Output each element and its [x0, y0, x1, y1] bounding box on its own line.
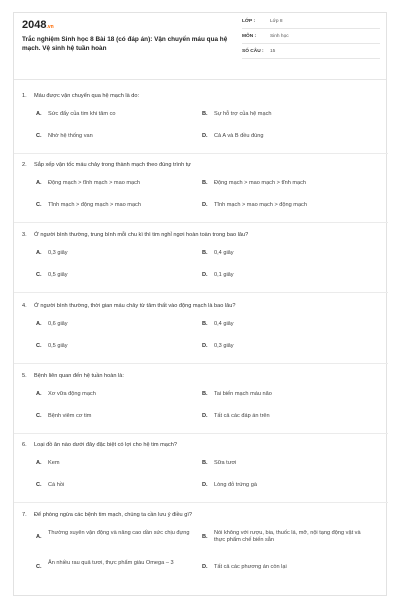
option-text: Sức đẩy của tim khi tâm co	[48, 111, 116, 117]
question-divider	[14, 363, 388, 364]
option-text: Xơ vữa động mạch	[48, 391, 96, 397]
option-row	[22, 558, 380, 588]
question-divider	[14, 153, 388, 154]
question-number: 6.	[22, 442, 27, 448]
question-2	[22, 160, 380, 224]
question-3	[22, 230, 380, 294]
question-stem	[22, 91, 380, 101]
option-text: Cá hồi	[48, 482, 65, 488]
question-stem	[22, 440, 380, 450]
option-letter: B.	[202, 250, 208, 256]
question-text: Ở người bình thường, trung bình mỗi chu kì thì tim nghỉ ngơi hoàn toàn trong bao lâu?	[34, 232, 249, 238]
option-letter: C.	[36, 343, 42, 349]
option-letter: A.	[36, 321, 42, 327]
option-letter: A.	[36, 391, 42, 397]
option-row	[22, 343, 380, 365]
document-page	[13, 12, 387, 596]
option-text: Thường xuyên vận động và nâng cao dần sức chịu đựng	[48, 530, 190, 536]
option-letter: B.	[202, 534, 208, 540]
option-row	[22, 460, 380, 482]
option-text: Sữa tươi	[214, 460, 237, 466]
option-row	[22, 482, 380, 504]
question-text: Sắp xếp vận tốc máu chảy trong thành mạch theo đúng trình tự	[34, 162, 192, 168]
option-letter: C.	[36, 482, 42, 488]
option-letter: B.	[202, 321, 208, 327]
option-letter: D.	[202, 133, 208, 139]
question-stem	[22, 510, 380, 520]
option-text: Động mạch > mao mạch > tĩnh mạch	[214, 180, 307, 186]
option-letter: D.	[202, 482, 208, 488]
site-logo[interactable]	[22, 19, 54, 31]
meta-key: LỚP :	[242, 19, 256, 24]
meta-value: Sinh học	[270, 34, 289, 39]
option-text: Nhờ hệ thống van	[48, 133, 93, 139]
question-number: 2.	[22, 162, 27, 168]
option-row	[22, 391, 380, 413]
logo-tld: .vn	[46, 24, 54, 30]
question-7	[22, 510, 380, 588]
question-5	[22, 371, 380, 435]
option-row	[22, 202, 380, 224]
page-title: Trắc nghiệm Sinh học 8 Bài 18 (có đáp án): Vận chuyển máu qua hệ mạch. Vệ sinh hệ tuần hoàn	[22, 36, 228, 52]
option-text: 0,5 giây	[48, 343, 68, 349]
option-text: 0,6 giây	[48, 321, 68, 327]
option-text: Cả A và B đều đúng	[214, 133, 264, 139]
question-stem	[22, 301, 380, 311]
option-letter: C.	[36, 133, 42, 139]
question-number: 7.	[22, 512, 27, 518]
option-letter: A.	[36, 180, 42, 186]
question-text: Loại đồ ăn nào dưới đây đặc biệt có lợi cho hệ tim mạch?	[34, 442, 177, 448]
option-letter: B.	[202, 111, 208, 117]
meta-key: MÔN :	[242, 34, 257, 39]
meta-value: Lớp 8	[270, 19, 283, 24]
option-text: Ăn nhiều rau quả tươi, thực phẩm giàu Omega – 3	[48, 560, 174, 566]
option-letter: A.	[36, 534, 42, 540]
option-letter: C.	[36, 272, 42, 278]
question-divider	[14, 222, 388, 223]
header-divider	[14, 79, 386, 80]
option-letter: C.	[36, 202, 42, 208]
question-stem	[22, 160, 380, 170]
option-row	[22, 111, 380, 133]
option-row	[22, 413, 380, 435]
question-stem	[22, 371, 380, 381]
logo-main: 2048	[22, 19, 47, 31]
question-1	[22, 91, 380, 155]
option-text: Tất cả các phương án còn lại	[214, 564, 287, 570]
option-letter: B.	[202, 180, 208, 186]
meta-value: 15	[270, 49, 276, 54]
option-text: 0,3 giây	[214, 343, 234, 349]
option-row	[22, 250, 380, 272]
option-text: Nói không với rượu, bia, thuốc lá, mỡ, nội tạng động vật và thực phẩm chế biến sẵn	[214, 530, 361, 543]
option-letter: A.	[36, 460, 42, 466]
question-number: 3.	[22, 232, 27, 238]
option-letter: C.	[36, 564, 42, 570]
question-divider	[14, 433, 388, 434]
option-text: 0,5 giây	[48, 272, 68, 278]
option-letter: D.	[202, 202, 208, 208]
question-text: Máu được vận chuyển qua hệ mạch là do:	[34, 93, 140, 99]
question-number: 5.	[22, 373, 27, 379]
option-letter: A.	[36, 111, 42, 117]
option-text: Lòng đỏ trứng gà	[214, 482, 257, 488]
question-text: Để phòng ngừa các bệnh tim mạch, chúng ta cần lưu ý điều gì?	[34, 512, 192, 518]
question-6	[22, 440, 380, 504]
document-header	[14, 13, 386, 75]
option-letter: D.	[202, 272, 208, 278]
option-letter: C.	[36, 413, 42, 419]
meta-key: SỐ CÂU :	[242, 49, 264, 54]
option-row	[22, 272, 380, 294]
option-letter: D.	[202, 413, 208, 419]
option-text: 0,4 giây	[214, 250, 234, 256]
option-text: Kem	[48, 460, 60, 466]
option-text: Bệnh viêm cơ tim	[48, 413, 92, 419]
option-text: Động mạch > tĩnh mạch > mao mạch	[48, 180, 141, 186]
question-text: Ở người bình thường, thời gian máu chảy từ tâm thất vào động mạch là bao lâu?	[34, 303, 236, 309]
option-row	[22, 180, 380, 202]
option-row	[22, 321, 380, 343]
option-letter: A.	[36, 250, 42, 256]
option-letter: D.	[202, 343, 208, 349]
meta-row-count	[242, 47, 380, 59]
question-text: Bệnh liên quan đến hệ tuần hoàn là:	[34, 373, 124, 379]
option-letter: B.	[202, 391, 208, 397]
option-text: Tai biến mạch máu não	[214, 391, 272, 397]
question-divider	[14, 292, 388, 293]
question-4	[22, 301, 380, 365]
option-letter: B.	[202, 460, 208, 466]
option-text: Sự hỗ trợ của hệ mạch	[214, 111, 272, 117]
option-row	[22, 528, 380, 558]
question-divider	[14, 502, 388, 503]
meta-info	[242, 17, 380, 62]
meta-row-subject	[242, 32, 380, 44]
option-text: Tĩnh mạch > động mạch > mao mạch	[48, 202, 141, 208]
option-letter: D.	[202, 564, 208, 570]
option-row	[22, 133, 380, 155]
meta-row-grade	[242, 17, 380, 29]
option-text: 0,1 giây	[214, 272, 234, 278]
question-number: 4.	[22, 303, 27, 309]
option-text: Tất cả các đáp án trên	[214, 413, 270, 419]
question-stem	[22, 230, 380, 240]
option-text: 0,4 giây	[214, 321, 234, 327]
option-text: Tĩnh mạch > mao mạch > động mạch	[214, 202, 307, 208]
question-number: 1.	[22, 93, 27, 99]
option-text: 0,3 giây	[48, 250, 68, 256]
